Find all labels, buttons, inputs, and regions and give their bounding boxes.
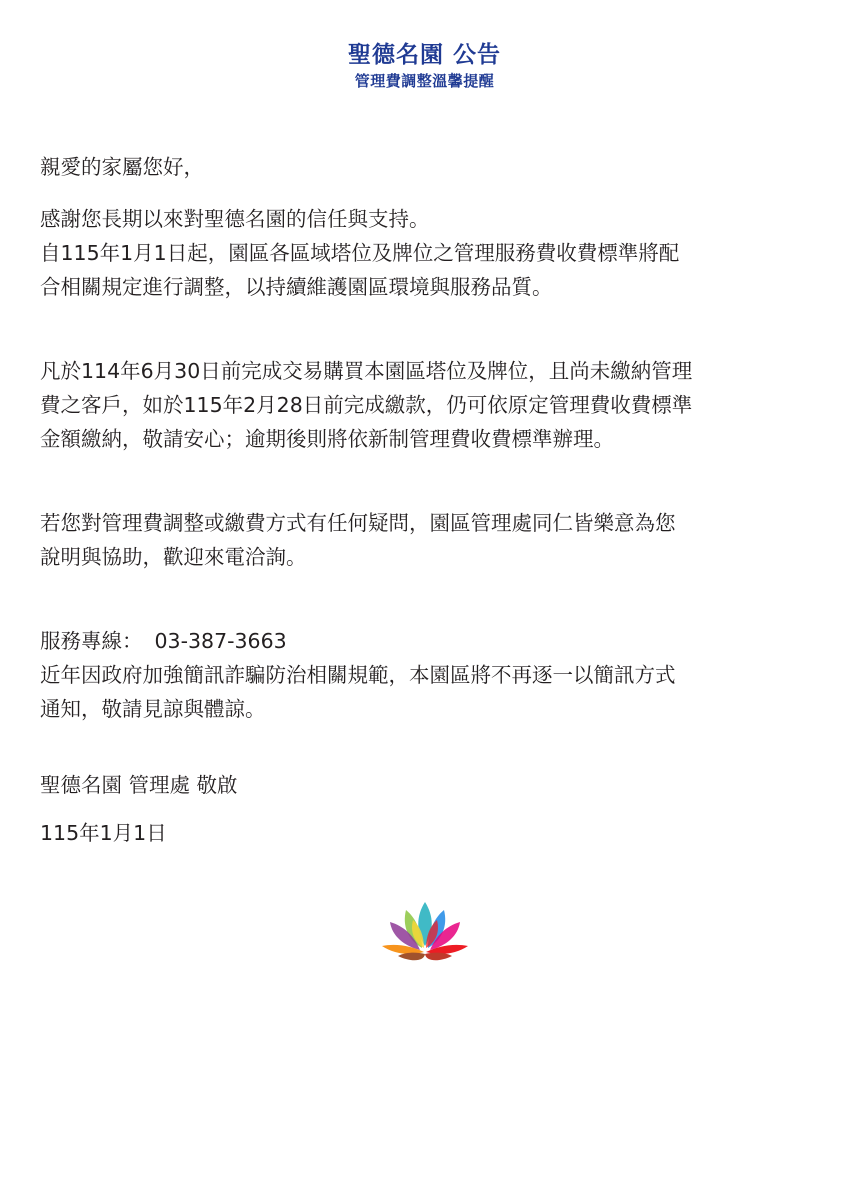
letter-date: 115年1月1日	[40, 821, 167, 845]
signature: 聖德名園 管理處 敬啟	[40, 773, 238, 797]
paragraph-line: 費之客戶，如於115年2月28日前完成繳款，仍可依原定管理費收費標準	[40, 393, 693, 417]
paragraph-payment	[40, 354, 820, 456]
paragraph-line: 若您對管理費調整或繳費方式有任何疑問，園區管理處同仁皆樂意為您	[40, 511, 676, 535]
hotline-label: 服務專線：	[40, 629, 143, 653]
lotus-logo-icon	[380, 898, 470, 964]
paragraph-line: 說明與協助，歡迎來電洽詢。	[40, 545, 307, 569]
paragraph-line: 感謝您長期以來對聖德名園的信任與支持。	[40, 207, 430, 231]
paragraph-line: 通知，敬請見諒與體諒。	[40, 697, 266, 721]
hotline-number[interactable]: 03-387-3663	[154, 629, 287, 653]
letter-body	[40, 150, 820, 850]
announcement-subtitle: 管理費調整溫馨提醒	[354, 72, 495, 90]
paragraph-line: 凡於114年6月30日前完成交易購買本園區塔位及牌位，且尚未繳納管理	[40, 359, 693, 383]
greeting: 親愛的家屬您好，	[40, 155, 204, 179]
paragraph-line: 金額繳納，敬請安心；逾期後則將依新制管理費收費標準辦理。	[40, 427, 614, 451]
paragraph-line: 自115年1月1日起，園區各區域塔位及牌位之管理服務費收費標準將配	[40, 241, 680, 265]
paragraph-intro	[40, 202, 820, 304]
paragraph-line: 合相關規定進行調整，以持續維護園區環境與服務品質。	[40, 275, 553, 299]
announcement-header	[0, 40, 849, 92]
announcement-title: 聖德名園 公告	[347, 42, 501, 68]
paragraph-contact	[40, 506, 820, 574]
hotline	[40, 624, 820, 658]
paragraph-line: 近年因政府加強簡訊詐騙防治相關規範，本園區將不再逐一以簡訊方式	[40, 663, 676, 687]
paragraph-sms-notice	[40, 658, 820, 726]
